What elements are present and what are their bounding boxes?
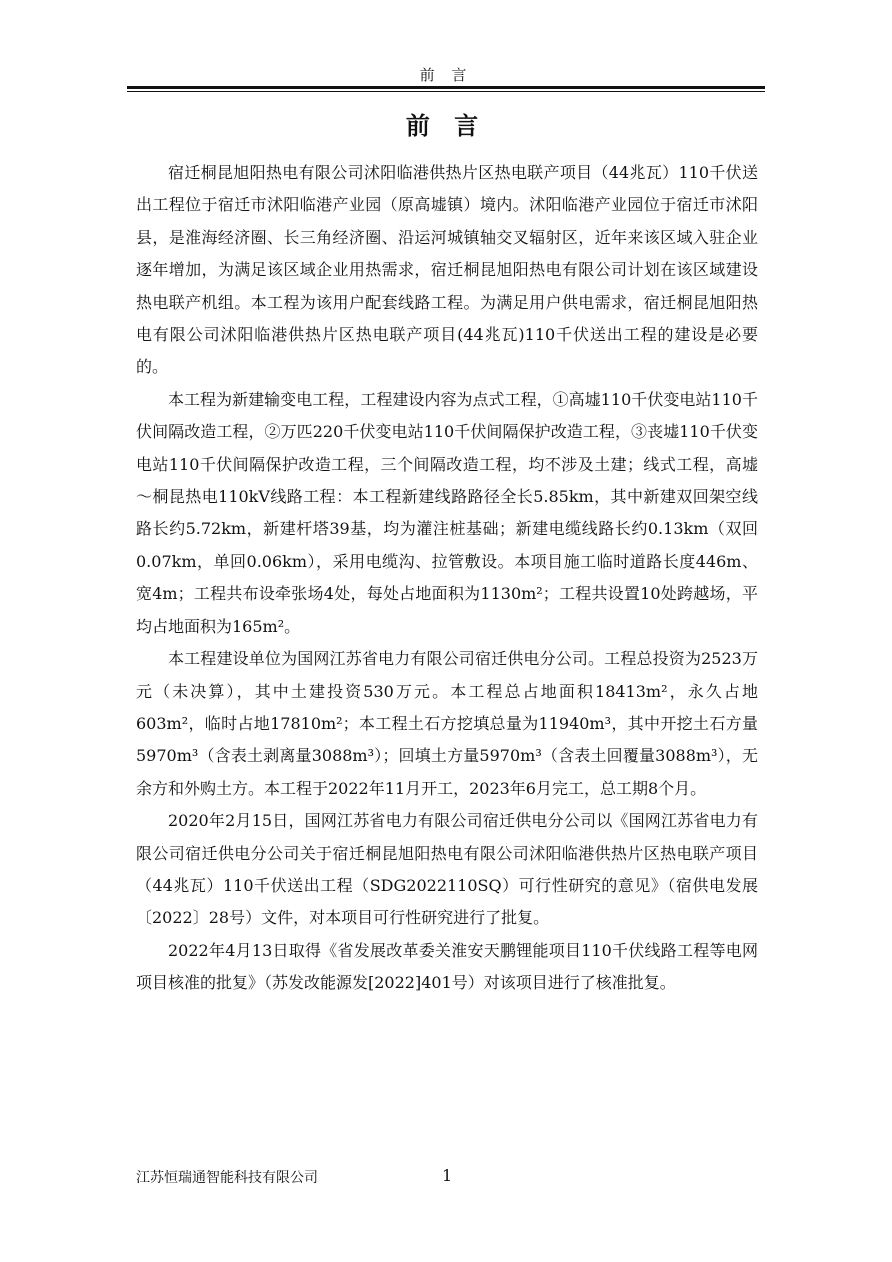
paragraph-verification-approval: 2022年4月13日取得《省发展改革委关淮安天鹏锂能项目110千伏线路工程等电网项目核准的批复》（苏发改能源发[2022]401号）对该项目进行了核准批复。 <box>136 940 758 993</box>
paragraph-construction-scope: 本工程为新建输变电工程，工程建设内容为点式工程，①高墟110千伏变电站110千伏间隔改造工程，②万匹220千伏变电站110千伏间隔保护改造工程，③丧墟110千伏变电站110千伏间隔保护改造工程，三个间隔改造工程，均不涉及土建；线式工程，高墟～桐昆热电110kV线路工程：本工程新建线路路径全长5.85km，其中新建双回架空线路长约5.72km，新建杆塔39基，均为灌注桩基础；新建电缆线路长约0.13km（双回0.07km，单回0.06km），采用电缆沟、拉管敷设。本项目施工临时道路长度446m、宽4m；工程共布设牵张场4处，每处占地面积为1130m²；工程共设置10处跨越场，平均占地面积为165m²。 <box>136 389 758 636</box>
header-rule-thick <box>127 86 765 89</box>
paragraph-investment: 本工程建设单位为国网江苏省电力有限公司宿迁供电分公司。工程总投资为2523万元（未决算），其中土建投资530万元。本工程总占地面积18413m²，永久占地603m²，临时占地17810m²；本工程土石方挖填总量为11940m³，其中开挖土石方量5970m³（含表土剥离量3088m³）；回填土方量5970m³（含表土回覆量3088m³），无余方和外购土方。本工程于2022年11月开工，2023年6月完工，总工期8个月。 <box>136 649 758 798</box>
body-text <box>136 157 758 1000</box>
header-rule-thin <box>127 91 765 92</box>
page-title: 前 言 <box>405 111 487 140</box>
page-number: 1 <box>442 1166 453 1185</box>
paragraph-feasibility-approval: 2020年2月15日，国网江苏省电力有限公司宿迁供电分公司以《国网江苏省电力有限公司宿迁供电分公司关于宿迁桐昆旭阳热电有限公司沭阳临港供热片区热电联产项目（44兆瓦）110千伏送出工程（SDG2022110SQ）可行性研究的意见》（宿供电发展〔2022〕28号）文件，对本项目可行性研究进行了批复。 <box>136 811 758 928</box>
footer-company: 江苏恒瑞通智能科技有限公司 <box>136 1170 318 1186</box>
paragraph-project-overview: 宿迁桐昆旭阳热电有限公司沭阳临港供热片区热电联产项目（44兆瓦）110千伏送出工程位于宿迁市沭阳临港产业园（原高墟镇）境内。沭阳临港产业园位于宿迁市沭阳县，是淮海经济圈、长三角经济圈、沿运河城镇轴交叉辐射区，近年来该区域入驻企业逐年增加，为满足该区域企业用热需求，宿迁桐昆旭阳热电有限公司计划在该区域建设热电联产机组。本工程为该用户配套线路工程。为满足用户供电需求，宿迁桐昆旭阳热电有限公司沭阳临港供热片区热电联产项目(44兆瓦)110千伏送出工程的建设是必要的。 <box>136 163 758 377</box>
running-header-title: 前 言 <box>419 66 473 84</box>
